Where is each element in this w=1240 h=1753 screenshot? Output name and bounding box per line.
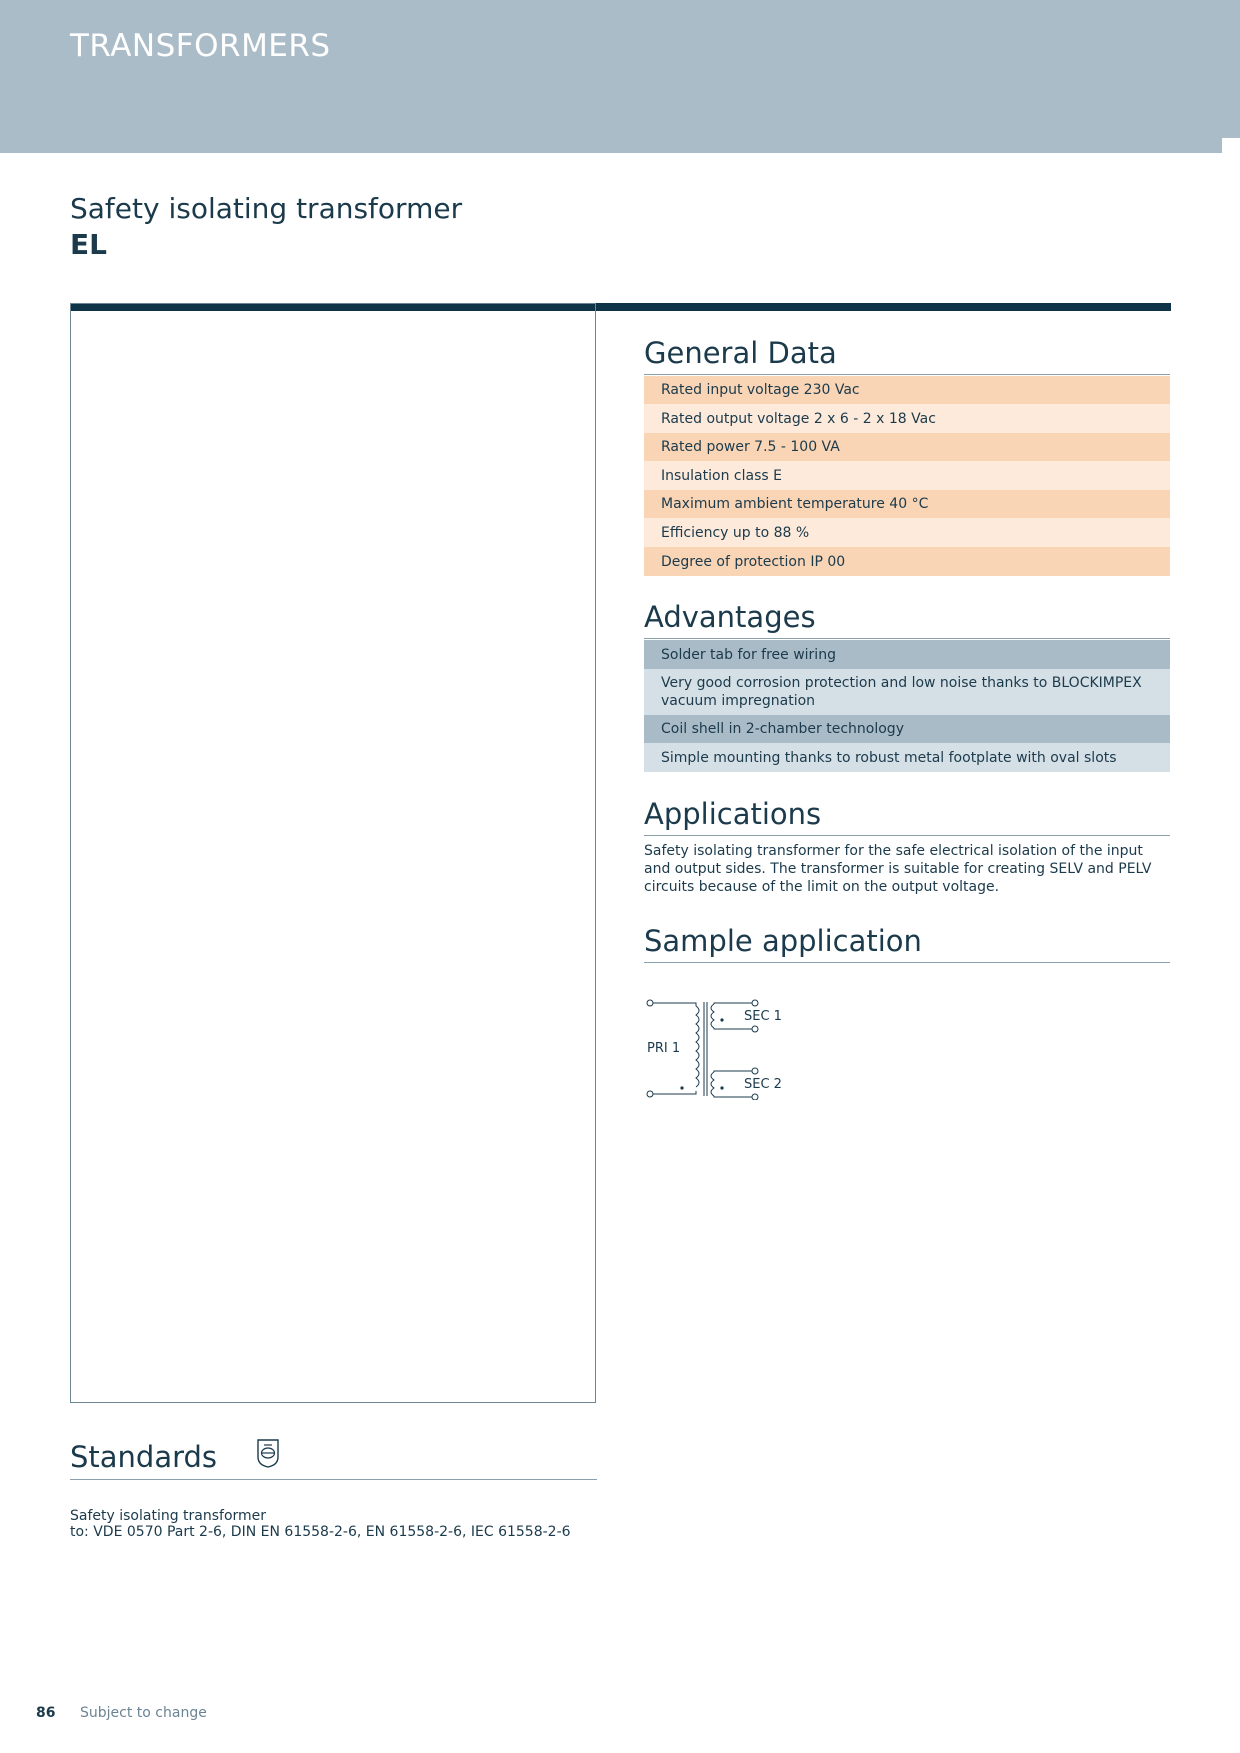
general-data-title: General Data <box>644 336 837 370</box>
product-image-frame <box>70 303 596 1403</box>
product-code: EL <box>70 228 107 261</box>
certification-mark-icon <box>255 1437 281 1469</box>
label-pri-1: PRI 1 <box>647 1041 681 1056</box>
applications-title: Applications <box>644 797 822 831</box>
advantage-row: Coil shell in 2-chamber technology <box>644 715 1170 743</box>
general-data-row: Rated output voltage 2 x 6 - 2 x 18 Vac <box>644 404 1170 433</box>
applications-text: Safety isolating transformer for the safe electrical isolation of the input and output sides. The transformer is suitable for creating SELV and PELV circuits because of the limit on the output voltage. <box>644 843 1152 895</box>
standards-rule <box>70 1479 597 1480</box>
general-data-row: Rated power 7.5 - 100 VA <box>644 433 1170 461</box>
label-sec-1: SEC 1 <box>744 1009 782 1024</box>
general-data-row: Maximum ambient temperature 40 °C <box>644 490 1170 518</box>
standards-line-1: Safety isolating transformer <box>70 1508 267 1524</box>
general-data-row: Rated input voltage 230 Vac <box>644 376 1170 404</box>
header-band <box>0 0 1240 153</box>
sample-application-title: Sample application <box>644 924 922 958</box>
footer-note: Subject to change <box>80 1705 207 1721</box>
standards-text <box>70 1508 571 1540</box>
page-number: 86 <box>36 1705 56 1721</box>
standards-title: Standards <box>70 1440 218 1474</box>
product-subtitle: Safety isolating transformer <box>70 192 463 225</box>
advantage-row: Simple mounting thanks to robust metal footplate with oval slots <box>644 743 1170 772</box>
advantage-row: Very good corrosion protection and low noise thanks to BLOCKIMPEX vacuum impregnation <box>644 669 1170 715</box>
applications-rule <box>644 835 1170 836</box>
general-data-rule <box>644 374 1170 375</box>
advantage-row: Solder tab for free wiring <box>644 640 1170 669</box>
header-title: TRANSFORMERS <box>70 28 331 64</box>
label-sec-2: SEC 2 <box>744 1077 782 1092</box>
general-data-row: Efficiency up to 88 % <box>644 518 1170 547</box>
advantages-rule <box>644 638 1170 639</box>
advantages-title: Advantages <box>644 600 816 634</box>
transformer-circuit-diagram <box>644 990 804 1100</box>
standards-line-2: to: VDE 0570 Part 2-6, DIN EN 61558-2-6, EN 61558-2-6, IEC 61558-2-6 <box>70 1524 571 1540</box>
header-edge-notch <box>1222 138 1240 153</box>
sample-application-rule <box>644 962 1170 963</box>
general-data-row: Degree of protection IP 00 <box>644 547 1170 576</box>
general-data-row: Insulation class E <box>644 461 1170 490</box>
